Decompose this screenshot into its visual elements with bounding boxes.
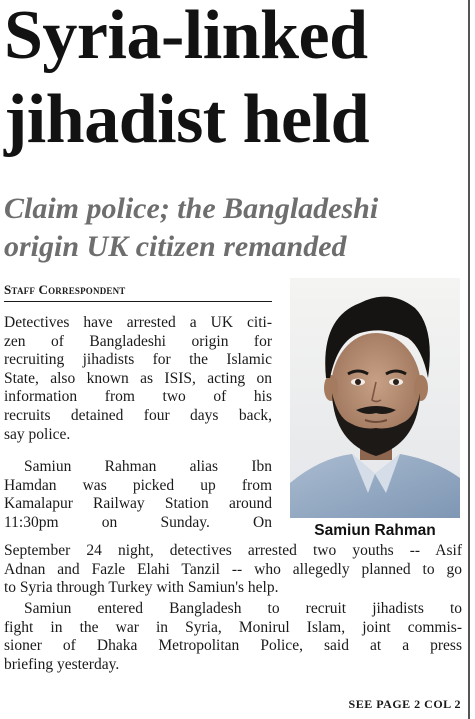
text-line: Hamdan was picked up from [4, 476, 272, 494]
paragraph-2 [4, 458, 272, 532]
paragraph-3 [4, 600, 462, 674]
paragraph-2-continued [4, 542, 462, 598]
text-line: recruiting jihadists for the Islamic [4, 351, 272, 369]
text-line: Adnan and Fazle Elahi Tanzil -- who allegedly planned to go [4, 560, 462, 578]
text-line: recruits detained four days back, [4, 406, 272, 424]
subheadline-line-1: Claim police; the Bangladeshi [4, 192, 379, 225]
text-line: State, also known as ISIS, acting on [4, 369, 272, 387]
text-line: Samiun entered Bangladesh to recruit jihadists to [24, 600, 462, 617]
text-line: zen of Bangladeshi origin for [4, 332, 272, 350]
text-line: Detectives have arrested a UK citi- [4, 314, 272, 331]
continuation-note: SEE PAGE 2 COL 2 [348, 697, 461, 711]
byline-rule [4, 301, 272, 302]
text-line: 11:30pm on Sunday. On [4, 513, 272, 531]
subheadline-line-2: origin UK citizen remanded [4, 230, 347, 263]
text-line: September 24 night, detectives arrested two youths -- Asif [4, 542, 462, 559]
headline-line-2: jihadist held [4, 81, 369, 158]
text-line: say police. [4, 425, 71, 443]
column-divider [468, 0, 470, 719]
subheadline [4, 190, 466, 266]
text-line: information from two of his [4, 388, 272, 406]
text-line: sioner of Dhaka Metropolitan Police, said at a press [4, 637, 462, 655]
text-line: Samiun Rahman alias Ibn [24, 458, 272, 475]
paragraph-1 [4, 314, 272, 444]
photo-caption: Samiun Rahman [314, 522, 436, 539]
byline: Staff Correspondent [4, 282, 126, 297]
headline-line-1: Syria-linked [4, 0, 368, 74]
text-line: fight in the war in Syria, Monirul Islam, joint commis- [4, 618, 462, 636]
portrait-illustration [290, 278, 460, 518]
portrait-photo [290, 278, 460, 518]
headline [4, 0, 466, 162]
text-line: to Syria through Turkey with Samiun's help. [4, 579, 279, 597]
text-line: Kamalapur Railway Station around [4, 495, 272, 513]
text-line: briefing yesterday. [4, 655, 120, 673]
